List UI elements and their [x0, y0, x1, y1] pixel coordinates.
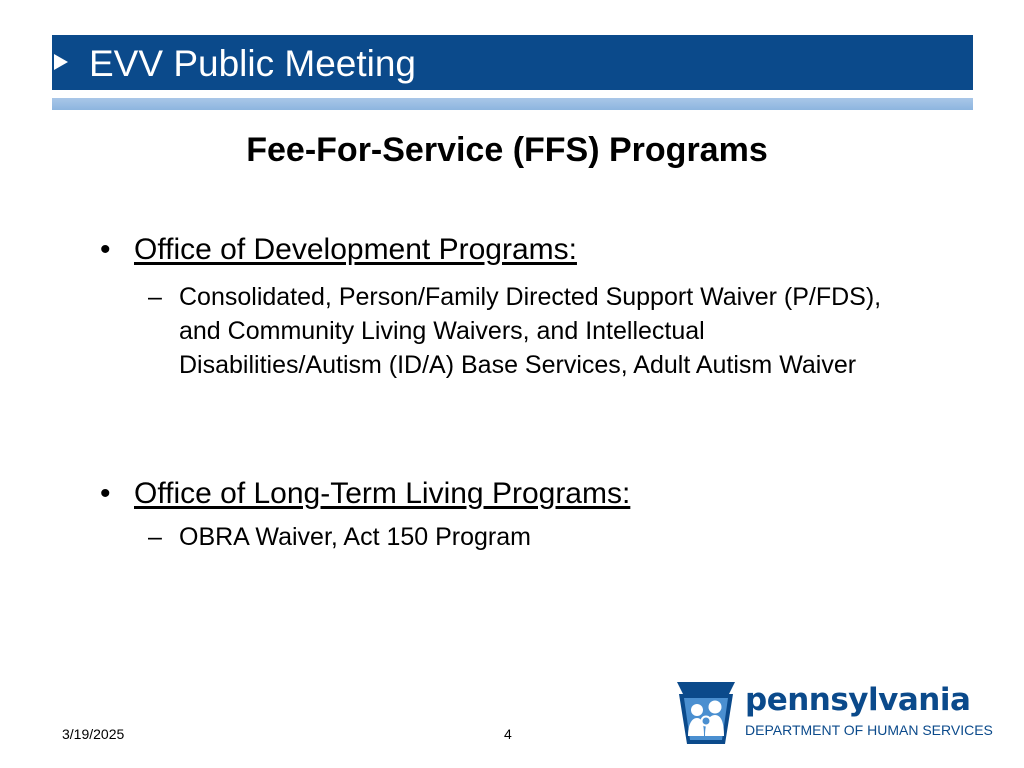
footer-date: 3/19/2025 — [62, 726, 125, 742]
long-term-living-programs-list: OBRA Waiver, Act 150 Program — [179, 523, 531, 551]
page-number: 4 — [504, 726, 512, 742]
dash-marker: – — [148, 523, 162, 551]
development-programs-list: Consolidated, Person/Family Directed Support Waiver (P/FDS), and Community Living Waivers, and Intellectual Disabilities/Autism (ID/A) Base Services, Adult Autism Waiver — [179, 283, 882, 379]
header-arrow-icon — [54, 54, 68, 70]
slide-subtitle: Fee-For-Service (FFS) Programs — [246, 131, 768, 169]
section-heading-long-term-living: Office of Long-Term Living Programs: — [134, 477, 631, 510]
logo-department: DEPARTMENT OF HUMAN SERVICES — [745, 722, 993, 738]
header-title: EVV Public Meeting — [89, 43, 417, 84]
logo-wordmark: pennsylvania — [745, 682, 971, 718]
pennsylvania-dhs-logo — [673, 680, 993, 748]
dash-marker: – — [148, 283, 162, 311]
bullet-marker: • — [100, 477, 111, 510]
header-divider — [52, 98, 973, 110]
section-heading-development: Office of Development Programs: — [134, 233, 577, 266]
keystone-family-icon — [673, 680, 739, 746]
bullet-marker: • — [100, 233, 111, 266]
